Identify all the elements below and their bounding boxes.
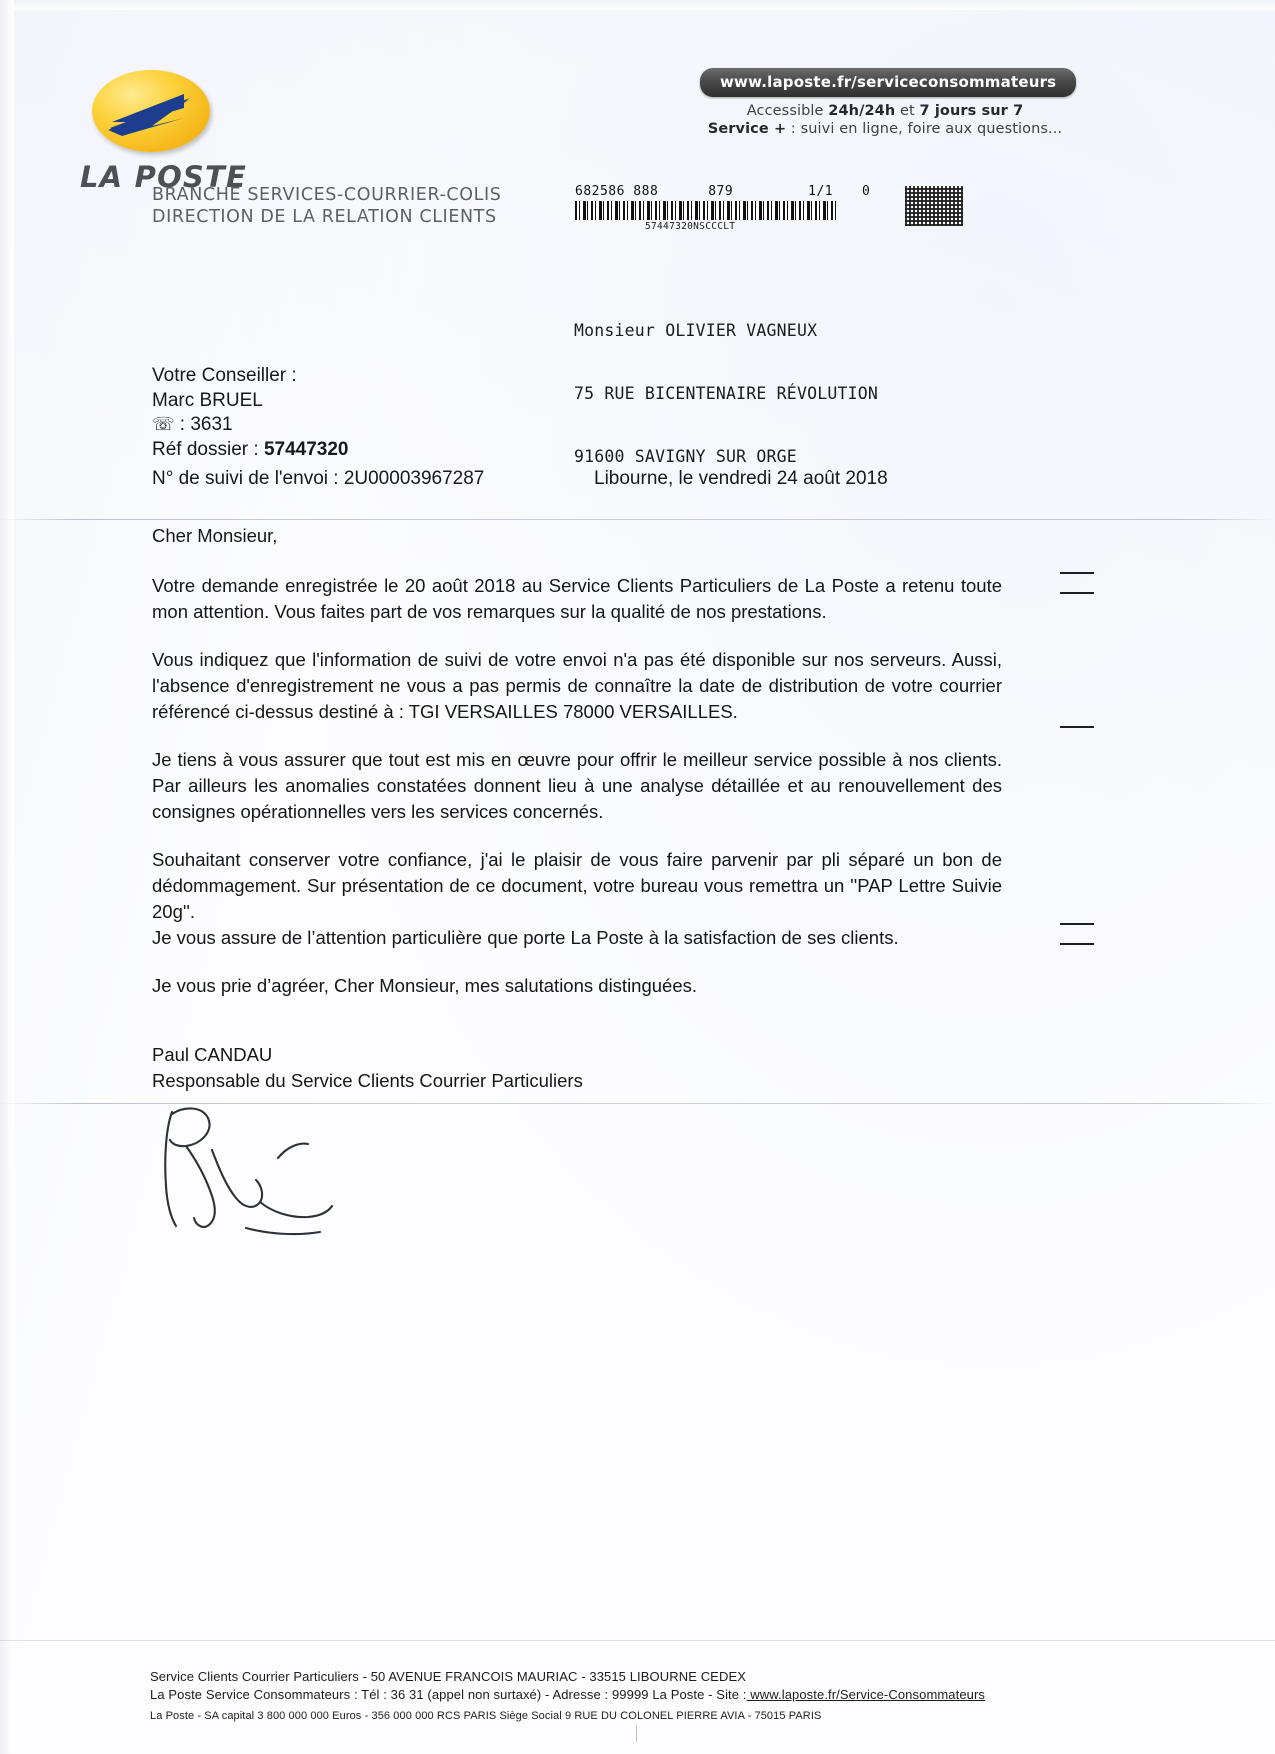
letter-paragraph-1: Votre demande enregistrée le 20 août 2018 au Service Clients Particuliers de La Poste a retenu toute mon attention. Vous faites part de vos remarques sur la qualité de nos prestations.	[152, 575, 1002, 622]
branch-department	[152, 184, 501, 228]
margin-tick-mark	[1060, 592, 1094, 594]
margin-tick-mark	[1060, 923, 1094, 925]
footer-legal-line: La Poste - SA capital 3 800 000 000 Euros - 356 000 000 RCS PARIS Siège Social 9 RUE DU COLONEL PIERRE AVIA - 75015 PARIS	[150, 1710, 822, 1722]
recipient-city: 91600 SAVIGNY SUR ORGE	[574, 447, 797, 466]
paper-fold-line-upper	[0, 519, 1275, 520]
advisor-phone-number: 3631	[190, 414, 233, 435]
letter-salutation: Cher Monsieur,	[152, 525, 278, 546]
la-poste-wordmark: LA POSTE	[80, 160, 248, 194]
website-header-block	[700, 68, 1070, 137]
letter-paragraph-2: Vous indiquez que l'information de suivi de votre envoi n'a pas été disponible sur nos serveurs. Aussi, l'absence d'enregistrement ne vous a pas permis de connaître la date de distribution de votre courrier référencé ci-dessus destiné à : TGI VERSAILLES 78000 VERSAILLES.	[152, 649, 1002, 722]
la-poste-bird-logo-icon	[92, 70, 210, 152]
letter-paragraph-3: Je tiens à vous assurer que tout est mis en œuvre pour offrir le meilleur service possible à nos clients. Par ailleurs les anomalies constatées donnent lieu à une analyse détaillée et au renouvellement des consignes opérationnelles vers les services concernés.	[152, 749, 1002, 822]
mailing-digits: 682586 888 879 1/1	[575, 184, 834, 199]
scan-edge-top	[0, 0, 1275, 10]
margin-tick-mark	[1060, 726, 1094, 728]
recipient-name: Monsieur OLIVIER VAGNEUX	[574, 321, 818, 340]
case-reference-value: 57447320	[263, 438, 349, 460]
footer-contact-text: La Poste Service Consommateurs : Tél : 36 31 (appel non surtaxé) - Adresse : 99999 La Poste - Site :	[150, 1687, 747, 1702]
availability-days: 7 jours sur 7	[919, 103, 1024, 119]
service-plus-line	[700, 121, 1070, 137]
branch-line-1: BRANCHE SERVICES-COURRIER-COLIS	[152, 185, 502, 205]
availability-mid: et	[895, 103, 920, 119]
recipient-street: 75 RUE BICENTENAIRE RÉVOLUTION	[574, 384, 879, 403]
linear-barcode-icon	[575, 201, 837, 220]
signer-name: Paul CANDAU	[152, 1044, 273, 1065]
place-and-date: Libourne, le vendredi 24 août 2018	[594, 468, 888, 489]
case-reference-label: Réf dossier :	[152, 438, 264, 460]
availability-line	[700, 103, 1070, 119]
bottom-page-marker	[636, 1726, 637, 1742]
letter-paragraph-4: Souhaitant conserver votre confiance, j'ai le plaisir de vous faire parvenir par pli séparé un bon de dédommagement. Sur présentation de ce document, votre bureau vous remettra un ''PAP Lettre Suivie 20g''.	[152, 849, 1002, 922]
signer-block	[152, 1042, 583, 1094]
case-reference-row	[152, 438, 348, 463]
mailing-barcode-block	[575, 184, 875, 232]
availability-hours: 24h/24h	[828, 103, 896, 119]
margin-tick-mark	[1060, 943, 1094, 945]
footer-line-1: Service Clients Courrier Particuliers - 50 AVENUE FRANCOIS MAURIAC - 33515 LIBOURNE CEDEX	[150, 1669, 746, 1684]
service-plus-label: Service +	[707, 121, 787, 137]
phone-separator: :	[174, 414, 191, 435]
advisor-label: Votre Conseiller :	[152, 365, 297, 386]
mailing-page-number: 0	[862, 184, 870, 199]
footer-line-2	[150, 1686, 1050, 1704]
advisor-name: Marc BRUEL	[152, 389, 263, 411]
signer-title: Responsable du Service Clients Courrier Particuliers	[152, 1070, 583, 1091]
availability-prefix: Accessible	[746, 103, 829, 119]
letter-closing: Je vous prie d’agréer, Cher Monsieur, mes salutations distinguées.	[152, 975, 698, 996]
phone-icon: ☏	[152, 414, 175, 435]
letter-body	[152, 523, 1002, 1021]
barcode-caption: 57447320NSCCCLT	[645, 221, 736, 232]
letter-paragraph-5: Je vous assure de l’attention particulière que porte La Poste à la satisfaction de ses clients.	[152, 927, 899, 948]
la-poste-logo	[80, 70, 380, 194]
datamatrix-code-icon	[905, 186, 963, 226]
website-url-pill[interactable]: www.laposte.fr/serviceconsommateurs	[700, 68, 1076, 97]
handwritten-signature-icon	[150, 1100, 370, 1245]
advisor-phone-row	[152, 413, 348, 438]
footer-block	[150, 1668, 1050, 1724]
service-plus-detail: : suivi en ligne, foire aux questions...	[786, 121, 1063, 137]
footer-website-link[interactable]: www.laposte.fr/Service-Consommateurs	[746, 1687, 986, 1702]
tracking-number: 2U00003967287	[343, 468, 485, 489]
tracking-label: N° de suivi de l'envoi :	[152, 468, 344, 489]
margin-tick-mark	[1060, 572, 1094, 574]
branch-line-2: DIRECTION DE LA RELATION CLIENTS	[152, 207, 497, 227]
scan-edge-left	[0, 0, 14, 1754]
tracking-and-date-row	[152, 468, 1022, 490]
footer-divider	[0, 1640, 1275, 1641]
advisor-block	[152, 364, 348, 462]
